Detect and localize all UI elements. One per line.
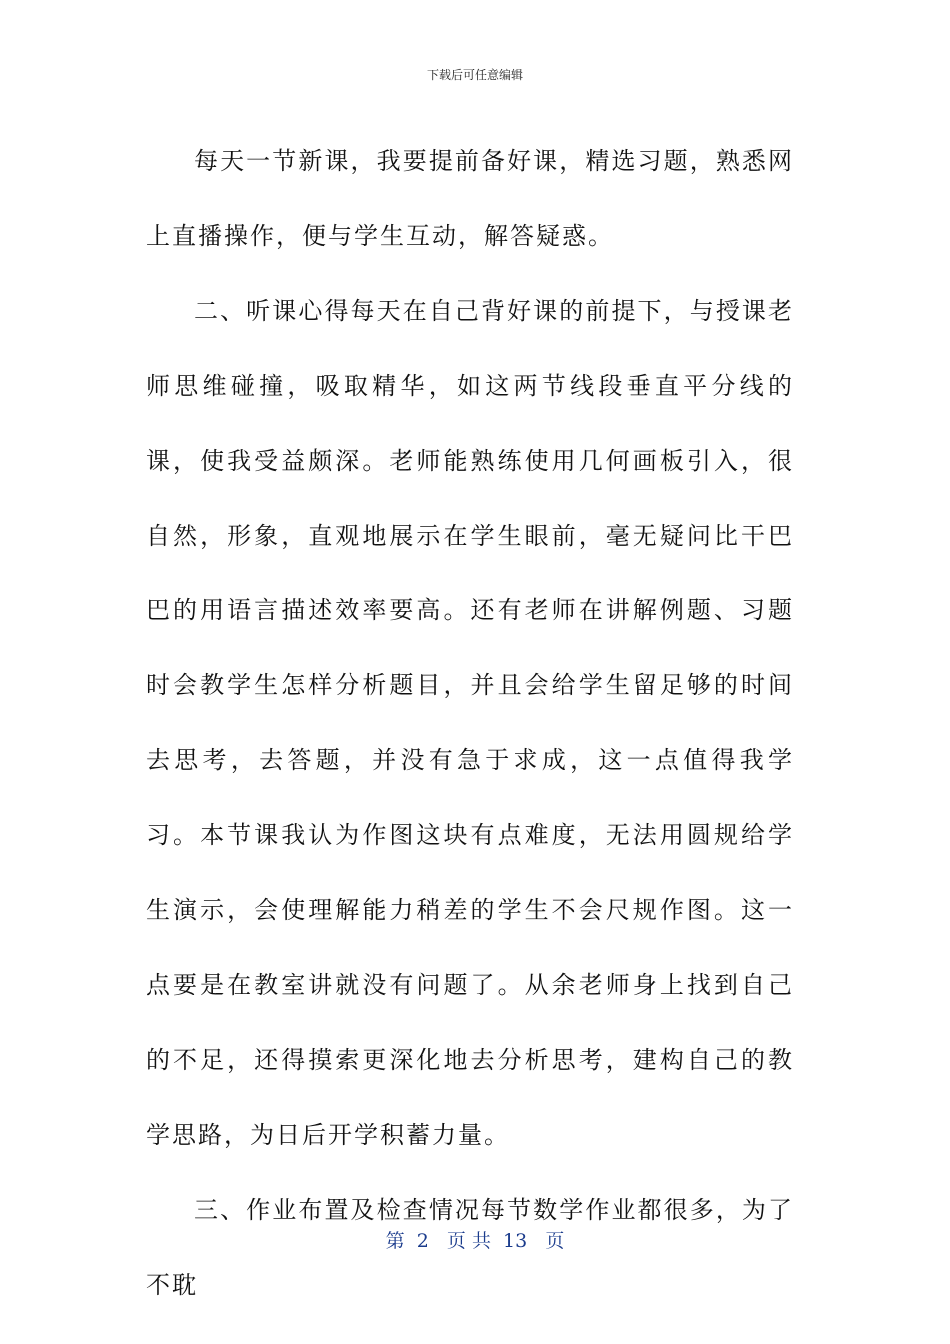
page-footer: 第 2 页 共 13 页 bbox=[385, 1230, 565, 1252]
paragraph-3: 三、作业布置及检查情况每节数学作业都很多，为了不耽 bbox=[146, 1195, 794, 1299]
page-header: 下载后可任意编辑 bbox=[426, 68, 523, 82]
paragraph-1: 每天一节新课，我要提前备好课，精选习题，熟悉网上直播操作，便与学生互动，解答疑惑。 bbox=[146, 147, 794, 250]
paragraph-2: 二、听课心得每天在自己背好课的前提下，与授课老师思维碰撞，吸取精华，如这两节线段垂直平分线的课，使我受益颇深。老师能熟练使用几何画板引入，很自然，形象，直观地展示在学生眼前，毫无疑问比干巴巴的用语言描述效率要高。还有老师在讲解例题、习题时会教学生怎样分析题目，并且会给学生留足够的时间去思考，去答题，并没有急于求成，这一点值得我学习。本节课我认为作图这块有点难度，无法用圆规给学生演示，会使理解能力稍差的学生不会尺规作图。这一点要是在教室讲就没有问题了。从余老师身上找到自己的不足，还得摸索更深化地去分析思考，建构自己的教学思路，为日后开学积蓄力量。 bbox=[146, 296, 794, 1149]
document-body bbox=[146, 124, 794, 1323]
